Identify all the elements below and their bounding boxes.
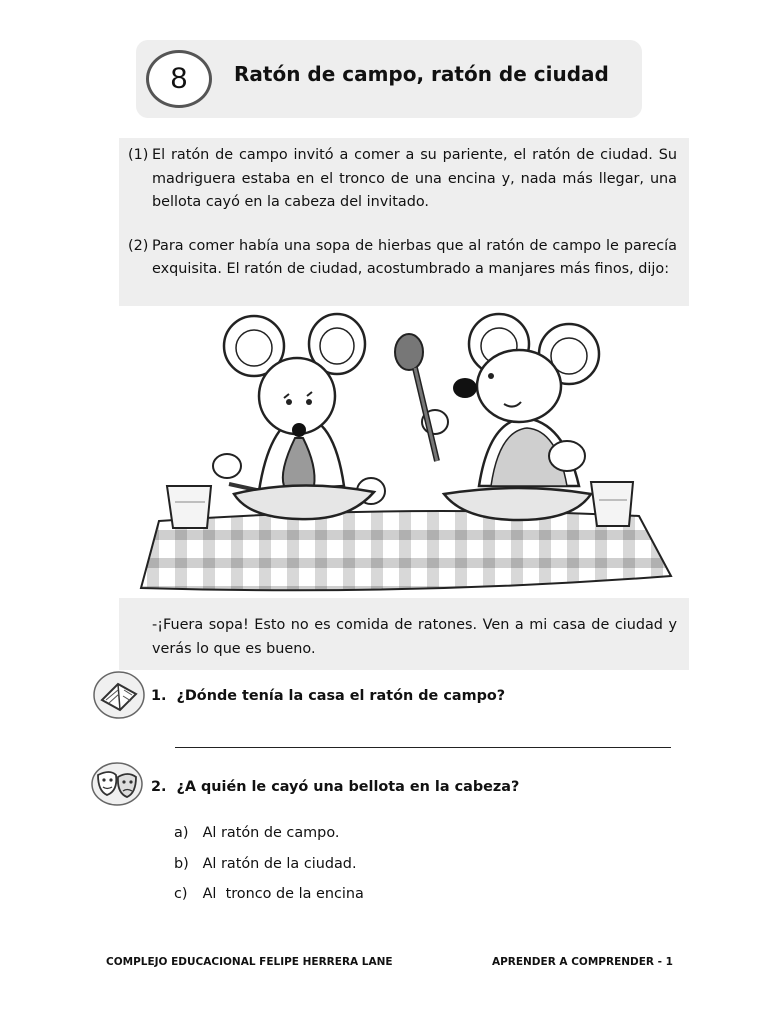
story-paragraph-2 xyxy=(119,235,689,282)
book-icon xyxy=(92,670,146,720)
quote-text: -¡Fuera sopa! Esto no es comida de ratones. Ven a mi casa de ciudad y verás lo que es bueno. xyxy=(152,617,677,657)
footer-school: COMPLEJO EDUCACIONAL FELIPE HERRERA LANE xyxy=(106,956,393,968)
page-title: Ratón de campo, ratón de ciudad xyxy=(234,62,609,86)
question-text: ¿Dónde tenía la casa el ratón de campo? xyxy=(176,688,506,704)
left-glass xyxy=(167,486,211,528)
option-label: b) xyxy=(174,856,189,872)
paragraph-number: (1) xyxy=(128,147,149,163)
quote-block xyxy=(119,598,689,670)
question-text: ¿A quién le cayó una bellota en la cabeza? xyxy=(176,779,520,795)
option-label: c) xyxy=(174,886,188,902)
lesson-number: 8 xyxy=(146,50,212,108)
option-c[interactable] xyxy=(174,886,364,902)
wooden-spoon xyxy=(395,334,437,461)
story-block xyxy=(119,138,689,306)
title-box xyxy=(136,40,642,118)
right-glass xyxy=(591,482,633,526)
option-a[interactable] xyxy=(174,825,339,841)
illustration-svg xyxy=(119,306,689,596)
theater-masks-icon xyxy=(90,761,144,807)
paragraph-text: El ratón de campo invitó a comer a su pariente, el ratón de ciudad. Su madriguera estaba en el tronco de una encina y, nada más llegar, una bellota cayó en la cabeza del invitado. xyxy=(152,147,677,210)
paragraph-text: Para comer había una sopa de hierbas que al ratón de campo le parecía exquisita. El ratón de ciudad, acostumbrado a manjares más finos, dijo: xyxy=(152,237,677,277)
paragraph-number: (2) xyxy=(128,237,149,254)
option-text: Al tronco de la encina xyxy=(202,886,364,902)
city-mouse xyxy=(213,314,385,504)
tablecloth xyxy=(141,511,671,590)
option-text: Al ratón de campo. xyxy=(202,825,340,841)
question-1 xyxy=(151,688,505,704)
question-number: 2. xyxy=(151,779,167,795)
story-paragraph-1 xyxy=(119,144,689,215)
question-2 xyxy=(151,779,519,795)
option-label: a) xyxy=(174,825,189,841)
country-mouse xyxy=(422,314,599,486)
answer-line[interactable] xyxy=(175,747,671,748)
option-text: Al ratón de la ciudad. xyxy=(202,856,357,872)
question-number: 1. xyxy=(151,688,167,704)
option-b[interactable] xyxy=(174,856,357,872)
mice-dinner-illustration xyxy=(119,306,689,596)
footer-page: APRENDER A COMPRENDER - 1 xyxy=(491,956,673,968)
